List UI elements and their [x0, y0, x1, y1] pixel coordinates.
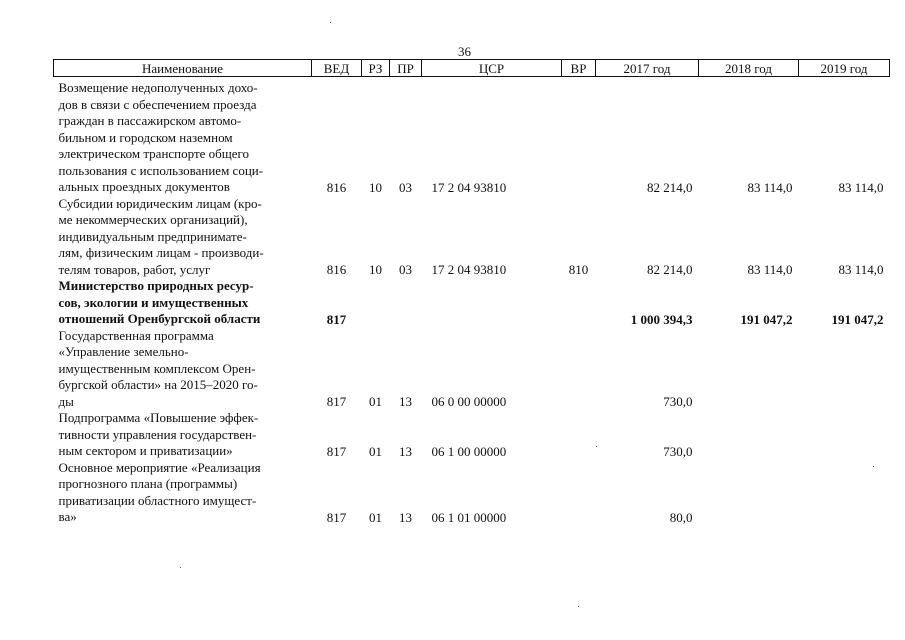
row-csr: 06 0 00 00000 [431, 394, 507, 409]
table-row [54, 80, 890, 196]
row-pr [390, 278, 422, 328]
header-vr: ВР [562, 60, 596, 77]
header-2019: 2019 год [799, 60, 890, 77]
row-ved: 817 [326, 394, 347, 409]
header-pr: ПР [390, 60, 422, 77]
row-2017: 730,0 [663, 443, 693, 459]
row-ved: 817 [326, 443, 347, 459]
row-2018 [699, 460, 799, 526]
row-name: Министерство природных ресур- сов, экологии и имущественных отношений Оренбургской области [58, 278, 261, 326]
row-rz: 10 [369, 262, 382, 277]
row-pr: 13 [399, 509, 412, 525]
header-name: Наименование [54, 60, 312, 77]
table-row [54, 328, 890, 411]
row-vr [562, 410, 596, 460]
row-ved: 817 [326, 509, 347, 525]
row-2017: 1 000 394,3 [630, 311, 693, 327]
row-pr: 13 [399, 443, 412, 459]
row-name: Подпрограмма «Повышение эффек- тивности управления государствен- ным сектором и приватизации» [58, 410, 259, 458]
row-vr [562, 278, 596, 328]
row-2019: 191 047,2 [831, 311, 884, 327]
table-row [54, 460, 890, 526]
table-row [54, 196, 890, 279]
row-2019: 83 114,0 [838, 262, 884, 277]
scan-speck [180, 567, 181, 568]
scan-speck [330, 22, 331, 23]
row-name: Субсидии юридическим лицам (кро- ме некоммерческих организаций), индивидуальным предпринимате- лям, физическим лицам - производи- телям товаров, работ, услуг [58, 195, 264, 277]
row-ved: 816 [326, 262, 347, 277]
scan-speck [873, 466, 874, 467]
row-csr: 06 1 01 00000 [431, 509, 507, 525]
row-2017: 82 214,0 [647, 262, 693, 277]
row-2019: 83 114,0 [838, 179, 884, 195]
table-row [54, 410, 890, 460]
row-rz: 10 [369, 179, 382, 195]
row-rz: 01 [369, 443, 382, 459]
row-2018: 83 114,0 [747, 262, 793, 277]
row-pr: 03 [399, 179, 412, 195]
row-name: Государственная программа «Управление земельно- имущественным комплексом Орен- бургской области» на 2015–2020 го- ды [58, 327, 258, 409]
row-vr [562, 460, 596, 526]
row-csr [422, 278, 562, 328]
row-pr: 13 [399, 394, 412, 409]
row-csr: 06 1 00 00000 [431, 443, 507, 459]
row-2019 [799, 328, 890, 411]
row-vr: 810 [568, 262, 589, 277]
row-2017: 80,0 [669, 509, 693, 525]
row-rz: 01 [369, 509, 382, 525]
scan-speck [578, 606, 579, 607]
row-csr: 17 2 04 93810 [431, 262, 507, 277]
header-2018: 2018 год [699, 60, 799, 77]
row-2017: 730,0 [663, 394, 693, 409]
row-2018: 83 114,0 [747, 179, 793, 195]
page-number: 36 [458, 44, 471, 59]
header-ved: ВЕД [312, 60, 362, 77]
row-2018: 191 047,2 [740, 311, 793, 327]
row-2018 [699, 328, 799, 411]
row-rz [362, 278, 390, 328]
row-2017: 82 214,0 [647, 179, 693, 195]
row-name: Возмещение недополученных дохо- дов в связи с обеспечением проезда граждан в пассажирском автомо- бильном и городском наземном электрическом транспорте общего пользования с использованием соци- альных проездных документов [58, 80, 264, 194]
scan-speck [596, 446, 597, 447]
row-pr: 03 [399, 262, 412, 277]
row-csr: 17 2 04 93810 [431, 179, 507, 195]
row-ved: 816 [326, 179, 347, 195]
table-header-row [54, 60, 890, 77]
header-2017: 2017 год [596, 60, 699, 77]
row-2019 [799, 460, 890, 526]
header-rz: РЗ [362, 60, 390, 77]
row-vr [562, 328, 596, 411]
row-2018 [699, 410, 799, 460]
row-vr [562, 80, 596, 196]
row-ved: 817 [326, 311, 347, 327]
header-csr: ЦСР [422, 60, 562, 77]
row-name: Основное мероприятие «Реализация прогнозного плана (программы) приватизации областного имущест- ва» [58, 459, 261, 524]
budget-table [53, 59, 890, 526]
row-2019 [799, 410, 890, 460]
table-row-ministry [54, 278, 890, 328]
row-rz: 01 [369, 394, 382, 409]
